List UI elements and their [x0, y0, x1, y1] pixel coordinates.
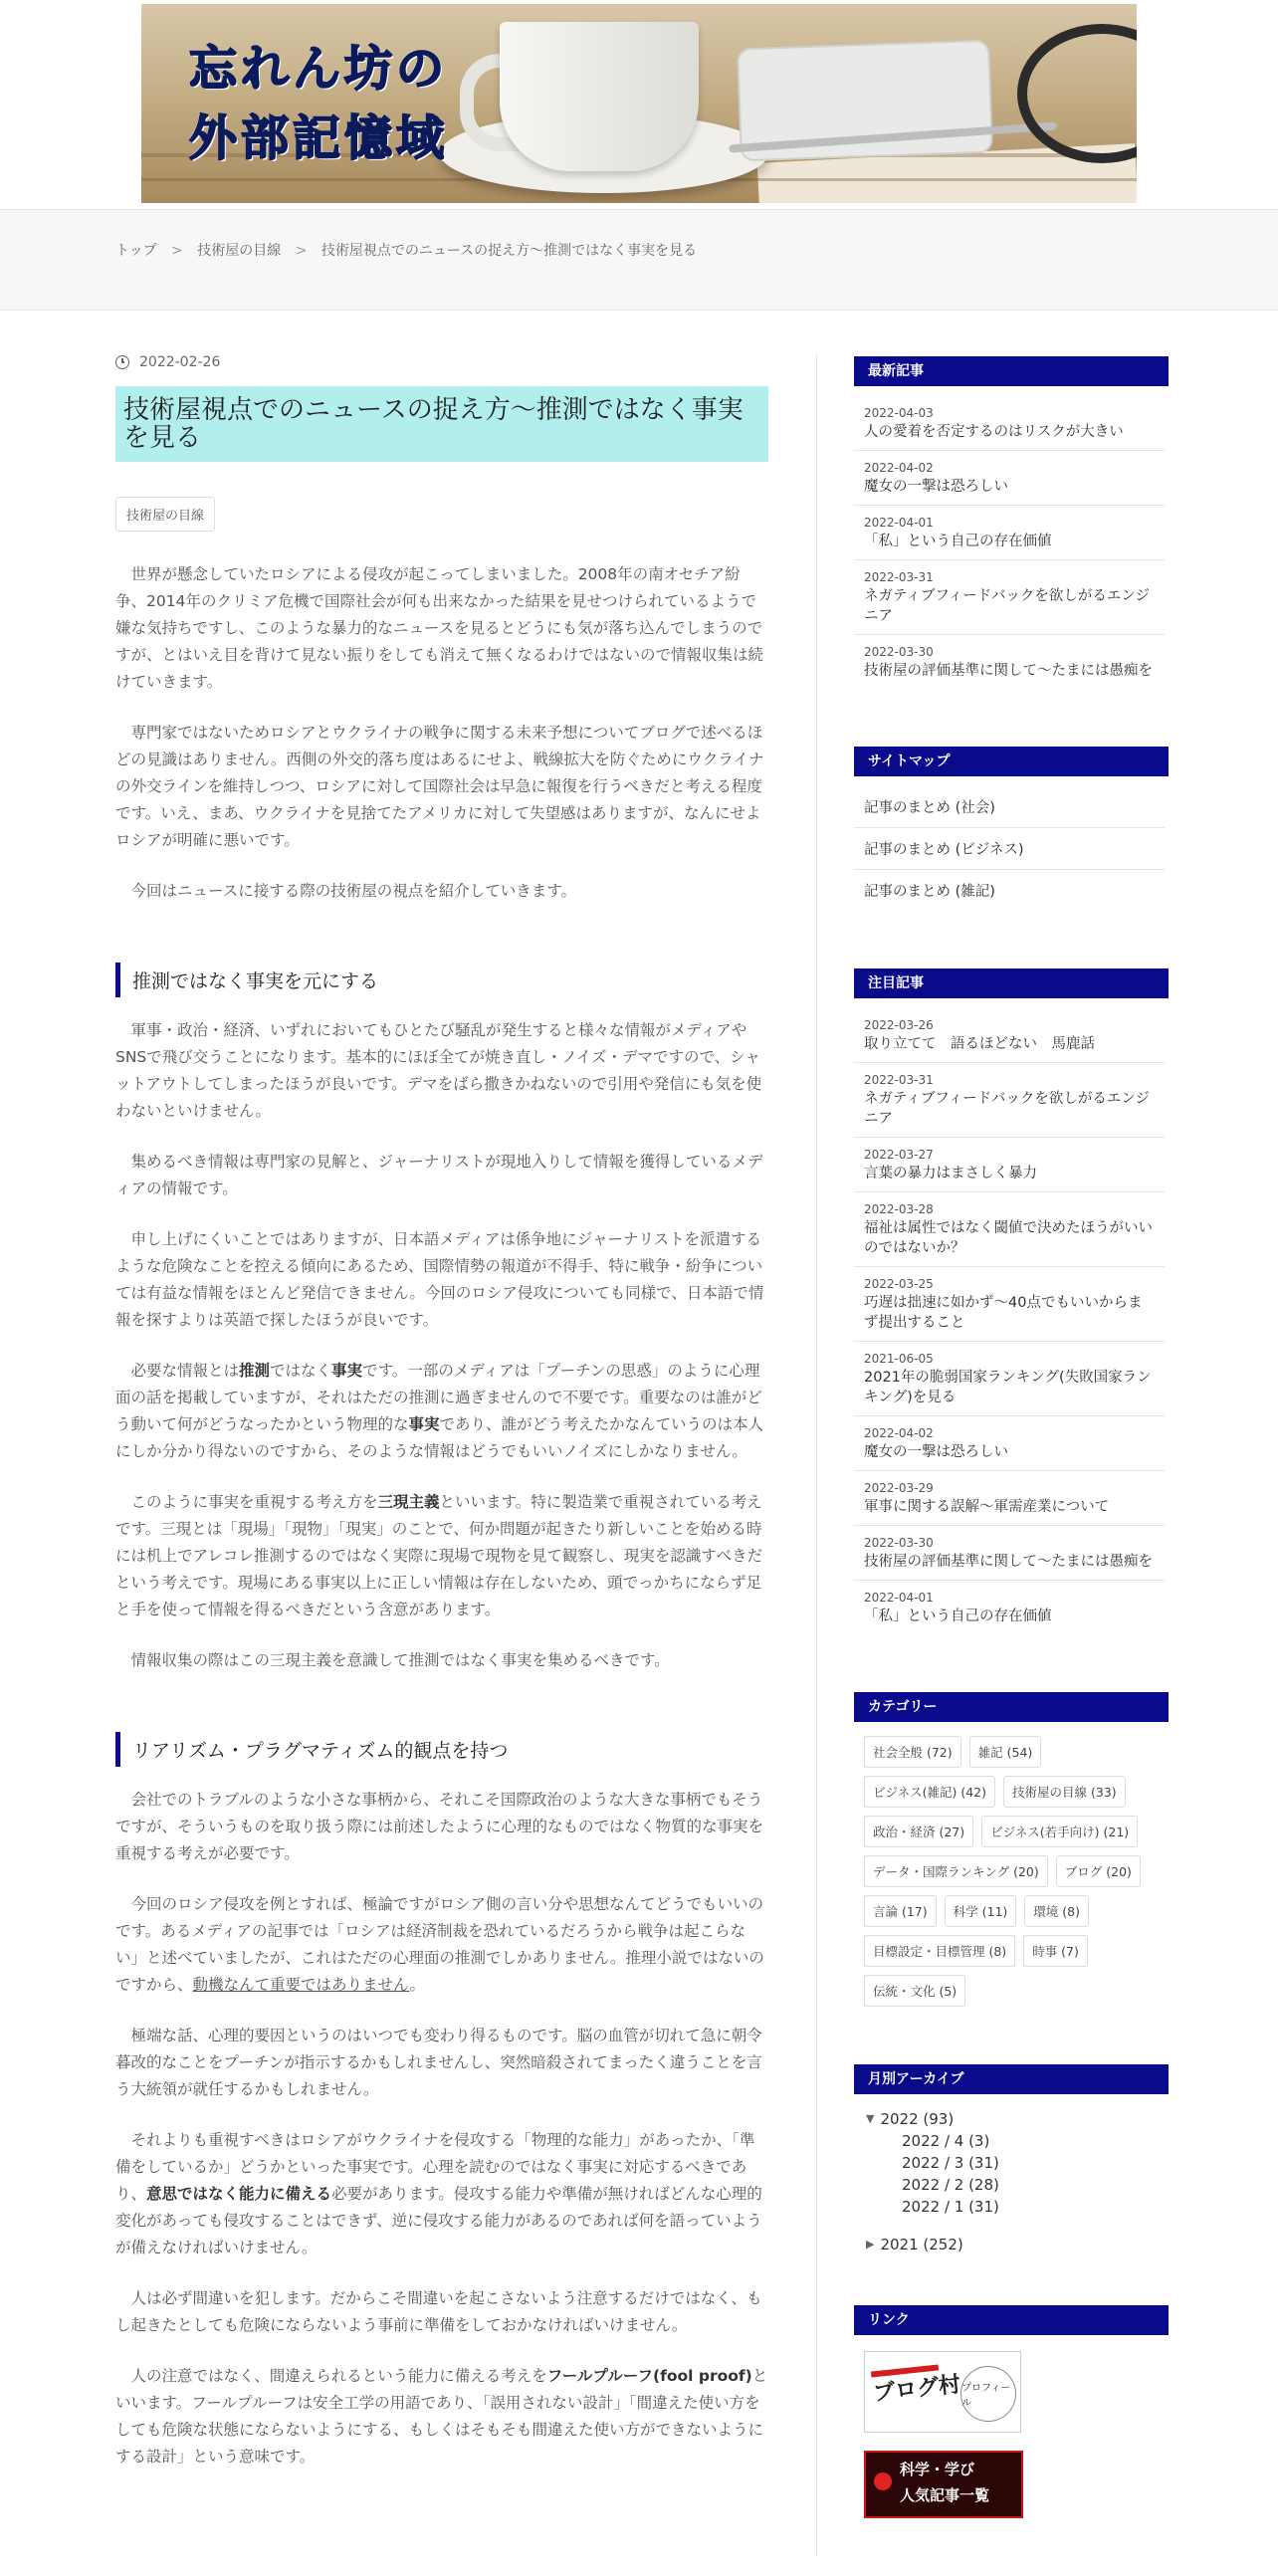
body-paragraph — [115, 2127, 768, 2261]
list-item[interactable] — [854, 1008, 1165, 1063]
category-chip[interactable]: 目標設定・目標管理 (8) — [864, 1935, 1015, 1967]
post-link[interactable]: 2021年の脆弱国家ランキング(失敗国家ランキング)を見る — [864, 1370, 1152, 1405]
body-paragraph: 集めるべき情報は専門家の見解と、ジャーナリストが現地入りして情報を獲得しているメディアの情報です。 — [115, 1153, 763, 1198]
archive-tree — [854, 2108, 1165, 2255]
breadcrumb-band — [0, 209, 1278, 311]
site-logo-line1: 忘れん坊の — [189, 41, 449, 97]
sitemap-list — [854, 786, 1165, 911]
widget-title: 月別アーカイブ — [854, 2064, 1169, 2094]
breadcrumb-top[interactable]: トップ — [115, 243, 157, 259]
category-chip[interactable]: ビジネス(若手向け) (21) — [981, 1816, 1138, 1847]
text-run: 人の注意ではなく、間違えられるという能力に備える考えを — [130, 2367, 547, 2386]
list-item[interactable] — [854, 451, 1165, 506]
widget-title: 最新記事 — [854, 356, 1169, 386]
list-item[interactable] — [854, 1416, 1165, 1471]
post-link[interactable]: 言葉の暴力はまさしく暴力 — [864, 1166, 1037, 1181]
list-item[interactable] — [854, 560, 1165, 635]
sidebar — [854, 356, 1165, 2576]
column-divider — [816, 354, 817, 2556]
widget-title: カテゴリー — [854, 1692, 1169, 1722]
widget-title: 注目記事 — [854, 968, 1169, 998]
breadcrumb-separator: > — [295, 243, 308, 259]
archive-month-link[interactable]: 2022 / 3 (31) — [902, 2154, 999, 2172]
site-logo-line2: 外部記憶域 — [189, 110, 449, 166]
intro-paragraph: 世界が懸念していたロシアによる侵攻が起こってしまいました。2008年の南オセチア紛争、2014年のクリミア危機で国際社会が何も出来なかった結果を見せつけられているようで嫌な気持ちですし、このような暴力的なニュースを見るとどうにも気が落ち込んでしまうのですが、とはいえ目を背けて見ない振りをしても消えて無くなるわけではないので情報収集は続けていきます。 — [115, 565, 764, 692]
post-date: 2022-04-02 — [864, 461, 934, 475]
section-heading: リアリズム・プラグマティズム的観点を持つ — [115, 1732, 768, 1767]
post-link[interactable]: 技術屋の評価基準に関して～たまには愚痴を — [864, 1554, 1153, 1570]
list-item[interactable] — [854, 1138, 1165, 1192]
bold-text: 事実 — [408, 1415, 440, 1434]
sitemap-link[interactable]: 記事のまとめ (ビジネス) — [854, 828, 1165, 870]
list-item[interactable] — [854, 506, 1165, 560]
text-run: それよりも重視すべきはロシアがウクライナを侵攻する「物理的な能力」があったか、「準備をしているか」どうかといった事実です。心理を読むのではなく事実に対応するべきであり、 — [115, 2131, 755, 2204]
text-run: です。一部のメディアは「プーチンの思惑」のように心理面の話を掲載していますが、それはただの推測に過ぎませんので不要です。重要なのは誰がどう動いて何がどうなったかという物理的な — [115, 1362, 762, 1434]
body-paragraph: 軍事・政治・経済、いずれにおいてもひとたび騒乱が発生すると様々な情報がメディアやSNSで飛び交うことになります。基本的にほぼ全てが焼き直し・ノイズ・デマですので、シャットアウトしてしまったほうが良いです。デマをばら撒きかねないので引用や発信にも気を使わないといけません。 — [115, 1021, 762, 1121]
category-chip[interactable]: 科学 (11) — [945, 1895, 1017, 1927]
body-paragraph: 会社でのトラブルのような小さな事柄から、それこそ国際政治のような大きな事柄でもそうですが、そういうものを取り扱う際には前述したように心理的なものではなく物質的な事実を重視する考えが必要です。 — [115, 1791, 764, 1863]
post-date: 2022-03-30 — [864, 1536, 934, 1550]
banner-glasses — [1017, 24, 1137, 163]
profile-badge: プロフィール — [960, 2366, 1016, 2422]
intro-paragraph: 専門家ではないためロシアとウクライナの戦争に関する未来予想についてブログで述べるほどの見識はありません。西側の外交的落ち度はあるにせよ、戦線拡大を防ぐためにウクライナの外交ラインを維持しつつ、ロシアに対して国際社会は早急に報復を行うべきだと考える程度です。いえ、まあ、ウクライナを見捨てたアメリカに対して失望感はありますが、なんにせよロシアが明確に悪いです。 — [115, 724, 764, 850]
list-item[interactable] — [854, 1581, 1165, 1634]
sitemap-widget — [854, 747, 1165, 911]
post-date: 2022-04-01 — [864, 1591, 934, 1605]
bold-text: 三現主義 — [377, 1493, 440, 1512]
text-run: といいます。フールプルーフは安全工学の用語であり、「誤用されない設計」「間違えた使い方をしても危険な状態にならないようにする、もしくはそもそも間違えた使い方ができないようにする設計」という意味です。 — [115, 2367, 768, 2467]
post-link[interactable]: 軍事に関する誤解～軍需産業について — [864, 1499, 1110, 1515]
body-paragraph: 人は必ず間違いを犯します。だからこそ間違いを起こさないよう注意するだけではなく、もし起きたとしても危険にならないよう事前に準備をしておかなければいけません。 — [115, 2289, 762, 2335]
breadcrumb — [115, 240, 697, 260]
post-link[interactable]: 魔女の一撃は恐ろしい — [864, 479, 1008, 495]
category-chip[interactable]: 政治・経済 (27) — [864, 1816, 973, 1847]
list-item[interactable] — [854, 1063, 1165, 1138]
banner-cup — [500, 22, 699, 171]
post-date: 2022-03-26 — [864, 1018, 934, 1032]
post-category-tag[interactable]: 技術屋の目線 — [115, 497, 215, 532]
header-banner[interactable] — [141, 4, 1137, 203]
body-paragraph: 申し上げにくいことではありますが、日本語メディアは係争地にジャーナリストを派遣するような危険なことを控える傾向にあるため、国際情勢の報道が不得手、特に戦争・紛争については有益な情報をほとんど発信できません。今回のロシア侵攻についても同様で、日本語で情報を探すよりは英語で探したほうが良いです。 — [115, 1230, 764, 1330]
banner-text: 人気記事一覧 — [900, 2486, 990, 2504]
list-item[interactable] — [854, 1267, 1165, 1342]
section-heading: 推測ではなく事実を元にする — [115, 963, 768, 997]
banner-logo-icon — [874, 2472, 892, 2490]
archive-month-link[interactable]: 2022 / 4 (3) — [902, 2132, 990, 2150]
collapsed-arrow-icon[interactable]: ▶ — [866, 2238, 875, 2251]
site-logo[interactable] — [189, 34, 488, 173]
archive-year-2022[interactable] — [854, 2108, 1165, 2130]
text-run: 今回のロシア侵攻を例とすれば、極論ですがロシア側の言い分や思想なんてどうでもいいのです。あるメディアの記事では「ロシアは経済制裁を恐れているだろうから戦争は起こらない」と述べていましたが、これはただの心理面の推測でしかありません。推理小説ではないのですから、 — [115, 1895, 764, 1995]
post-date: 2022-03-25 — [864, 1277, 934, 1291]
archive-year-label[interactable]: 2021 (252) — [880, 2236, 963, 2254]
body-paragraph — [115, 1358, 768, 1465]
list-item[interactable] — [854, 1192, 1165, 1267]
text-run: 必要があります。侵攻する能力や準備が無ければどんな心理的変化があっても侵攻することはできず、逆に侵攻する能力があるのであれば何を語っていようが備えなければいけません。 — [115, 2185, 762, 2257]
post-date-text: 2022-02-26 — [139, 354, 221, 370]
underlined-text: 動機なんて重要ではありません — [192, 1976, 410, 1995]
breadcrumb-separator: > — [171, 243, 183, 259]
body-paragraph — [115, 1891, 768, 1999]
archive-year-label[interactable]: 2022 (93) — [880, 2110, 955, 2128]
post-link[interactable]: 取り立てて 語るほどない 馬鹿話 — [864, 1036, 1095, 1052]
text-run: このように事実を重視する考え方を — [130, 1493, 378, 1512]
widget-title: サイトマップ — [854, 747, 1169, 776]
bold-text: 意思ではなく能力に備える — [146, 2185, 332, 2204]
sitemap-link[interactable]: 記事のまとめ (社会) — [854, 786, 1165, 828]
text-run: 必要な情報とは — [130, 1362, 240, 1381]
category-chip[interactable]: 時事 (7) — [1023, 1935, 1088, 1967]
post-link[interactable]: 技術屋の評価基準に関して～たまには愚痴を — [864, 663, 1153, 679]
sitemap-link[interactable]: 記事のまとめ (雑記) — [864, 884, 995, 900]
post-link[interactable]: ネガティブフィードバックを欲しがるエンジニア — [864, 588, 1151, 624]
post-date: 2022-03-29 — [864, 1481, 934, 1495]
featured-posts-widget — [854, 968, 1165, 1634]
post-date: 2021-06-05 — [864, 1352, 934, 1366]
list-item[interactable] — [854, 396, 1165, 451]
body-paragraph — [115, 1489, 768, 1623]
post-link[interactable]: ネガティブフィードバックを欲しがるエンジニア — [864, 1091, 1151, 1127]
post-link[interactable]: 「私」という自己の存在価値 — [864, 1609, 1052, 1624]
list-item[interactable] — [854, 1526, 1165, 1581]
recent-posts-widget — [854, 356, 1165, 689]
category-chip[interactable]: ブログ (20) — [1056, 1855, 1141, 1887]
banner-text: 科学・学び — [900, 2461, 975, 2478]
post-date: 2022-04-03 — [864, 406, 934, 420]
list-item[interactable] — [854, 1342, 1165, 1416]
post-title: 技術屋視点でのニュースの捉え方～推測ではなく事実を見る — [115, 386, 768, 462]
banner-text: ブログ村 — [872, 2372, 962, 2407]
category-chip[interactable]: 言論 (17) — [864, 1895, 937, 1927]
blogmura-banner[interactable] — [864, 2351, 1021, 2433]
body-paragraph: 極端な話、心理的要因というのはいつでも変わり得るものです。脳の血管が切れて急に朝令暮改的なことをプーチンが指示するかもしれませんし、突然暗殺されてまったく違うことを言う大統領が就任するかもしれません。 — [115, 2027, 762, 2099]
archive-month-link[interactable]: 2022 / 1 (31) — [902, 2198, 999, 2216]
intro-paragraph: 今回はニュースに接する際の技術屋の視点を紹介していきます。 — [130, 882, 576, 901]
post-link[interactable]: 巧遅は拙速に如かず～40点でもいいからまず提出すること — [864, 1295, 1143, 1331]
recent-posts-list — [854, 396, 1165, 689]
category-chip[interactable]: 雑記 (54) — [969, 1736, 1042, 1768]
featured-posts-list — [854, 1008, 1165, 1634]
post-link[interactable]: 人の愛着を否定するのはリスクが大きい — [864, 424, 1124, 440]
list-item[interactable] — [854, 635, 1165, 689]
post-date: 2022-03-31 — [864, 570, 934, 584]
widget-title: リンク — [854, 2305, 1169, 2335]
post-link[interactable]: 福祉は属性ではなく閾値で決めたほうがいいのではないか？ — [864, 1220, 1153, 1256]
post-date: 2022-03-27 — [864, 1148, 934, 1162]
archive-month-link[interactable]: 2022 / 2 (28) — [902, 2176, 999, 2194]
links-widget — [854, 2305, 1165, 2518]
bold-text: 事実 — [331, 1362, 363, 1381]
category-chip[interactable]: 環境 (8) — [1024, 1895, 1089, 1927]
text-run: ではなく — [270, 1362, 332, 1381]
post-link[interactable]: 「私」という自己の存在価値 — [864, 534, 1052, 549]
breadcrumb-current: 技術屋視点でのニュースの捉え方～推測ではなく事実を見る — [320, 243, 698, 259]
text-run: であり、誰がどう考えたかなんていうのは本人にしか分かり得ないのですから、そのような情報はどうでもいいノイズにしかなりません。 — [115, 1415, 764, 1461]
archive-widget — [854, 2064, 1165, 2255]
post-date — [115, 354, 768, 370]
article — [115, 354, 768, 2470]
categories-widget — [854, 1692, 1165, 2007]
category-chip[interactable]: 社会全般 (72) — [864, 1736, 961, 1768]
bold-text: フールプルーフ(fool proof) — [546, 2367, 752, 2386]
bold-text: 推測 — [239, 1362, 271, 1381]
list-item[interactable] — [854, 1471, 1165, 1526]
clock-icon — [115, 355, 129, 369]
category-chip[interactable]: データ・国際ランキング (20) — [864, 1855, 1048, 1887]
archive-year-2021[interactable] — [854, 2234, 1165, 2255]
category-chip[interactable]: 技術屋の目線 (33) — [1003, 1776, 1126, 1808]
expanded-arrow-icon[interactable]: ▼ — [866, 2112, 875, 2125]
post-date: 2022-03-31 — [864, 1073, 934, 1087]
post-link[interactable]: 魔女の一撃は恐ろしい — [864, 1444, 1008, 1460]
category-chip[interactable]: ビジネス(雑記) (42) — [864, 1776, 995, 1808]
category-cloud — [854, 1736, 1163, 2007]
breadcrumb-category[interactable]: 技術屋の目線 — [197, 243, 282, 259]
post-date: 2022-03-30 — [864, 645, 934, 659]
post-date: 2022-04-01 — [864, 516, 934, 530]
ranking-banner[interactable] — [864, 2451, 1023, 2518]
category-chip[interactable]: 伝統・文化 (5) — [864, 1975, 965, 2007]
text-run: 。 — [409, 1976, 425, 1995]
body-paragraph: 情報収集の際はこの三現主義を意識して推測ではなく事実を集めるべきです。 — [130, 1651, 670, 1670]
post-date: 2022-03-28 — [864, 1202, 934, 1216]
body-paragraph — [115, 2363, 768, 2470]
text-run: といいます。特に製造業で重視されている考えです。三現とは「現場」「現物」「現実」のことで、何か問題が起きたり新しいことを始める時には机上でアレコレ推測するのではなく実際に現場で現物を見て観察し、現実を認識すべきだという考えです。現場にある事実以上に正しい情報は存在しないため、頭でっかちにならず足と手を使って情報を得るべきだという含意があります。 — [115, 1493, 763, 1619]
post-date: 2022-04-02 — [864, 1426, 934, 1440]
